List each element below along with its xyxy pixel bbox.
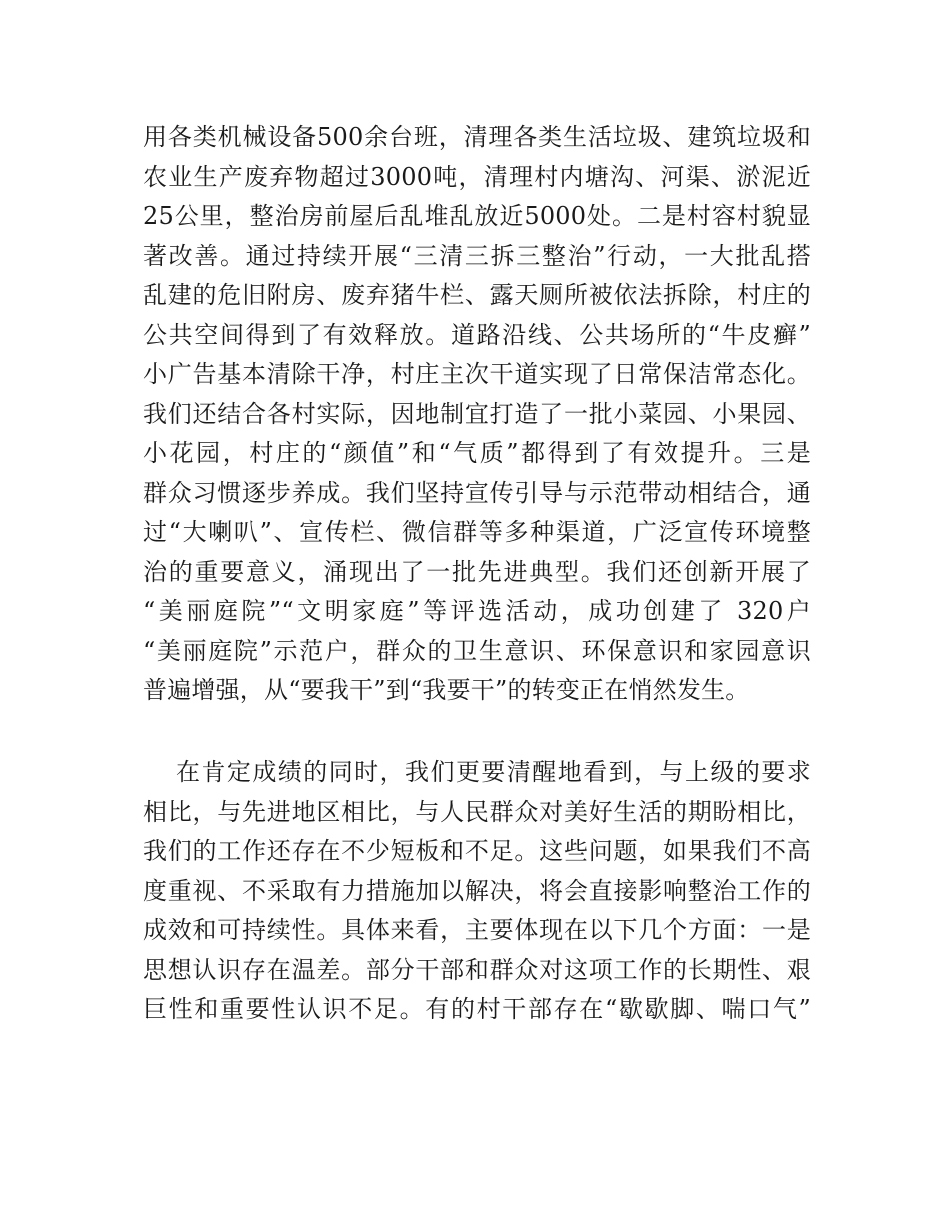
text-line: 乱建的危旧附房、废弃猪牛栏、露天厕所被依法拆除，村庄的 bbox=[143, 281, 811, 309]
text-line: 成效和可持续性。具体来看，主要体现在以下几个方面：一是 bbox=[143, 916, 811, 944]
text-line: 公共空间得到了有效释放。道路沿线、公共场所的“牛皮癣” bbox=[143, 320, 811, 349]
text-line: 用各类机械设备500余台班，清理各类生活垃圾、建筑垃圾和 bbox=[143, 123, 811, 151]
paragraph-achievements bbox=[143, 118, 811, 711]
text-line: 25公里，整治房前屋后乱堆乱放近5000处。二是村容村貌显 bbox=[143, 202, 811, 230]
paragraph-shortcomings bbox=[143, 753, 811, 1030]
text-line: 我们还结合各村实际，因地制宜打造了一批小菜园、小果园、 bbox=[143, 399, 811, 428]
text-line: 我们的工作还存在不少短板和不足。这些问题，如果我们不高 bbox=[143, 837, 811, 865]
text-line: 度重视、不采取有力措施加以解决，将会直接影响整治工作的 bbox=[143, 876, 811, 905]
text-line: 在肯定成绩的同时，我们更要清醒地看到，与上级的要求 bbox=[176, 758, 811, 786]
text-line: 巨性和重要性认识不足。有的村干部存在“歇歇脚、喘口气” bbox=[143, 995, 811, 1023]
text-line: 普遍增强，从“要我干”到“我要干”的转变正在悄然发生。 bbox=[143, 676, 750, 704]
text-line: 著改善。通过持续开展“三清三拆三整治”行动，一大批乱搭 bbox=[143, 241, 811, 270]
text-line: 治的重要意义，涌现出了一批先进典型。我们还创新开展了 bbox=[143, 557, 811, 586]
text-line: 农业生产废弃物超过3000吨，清理村内塘沟、河渠、淤泥近 bbox=[143, 162, 811, 191]
text-line: 过“大喇叭”、宣传栏、微信群等多种渠道，广泛宣传环境整 bbox=[143, 518, 811, 546]
text-line: 小花园，村庄的“颜值”和“气质”都得到了有效提升。三是 bbox=[143, 439, 811, 467]
text-line: 小广告基本清除干净，村庄主次干道实现了日常保洁常态化。 bbox=[143, 360, 811, 388]
text-line: 思想认识存在温差。部分干部和群众对这项工作的长期性、艰 bbox=[143, 955, 811, 984]
text-line: “美丽庭院”“文明家庭”等评选活动，成功创建了 320户 bbox=[143, 597, 811, 625]
text-line: “美丽庭院”示范户，群众的卫生意识、环保意识和家园意识 bbox=[143, 636, 811, 665]
text-line: 相比，与先进地区相比，与人民群众对美好生活的期盼相比， bbox=[143, 797, 811, 826]
text-line: 群众习惯逐步养成。我们坚持宣传引导与示范带动相结合，通 bbox=[143, 478, 811, 507]
